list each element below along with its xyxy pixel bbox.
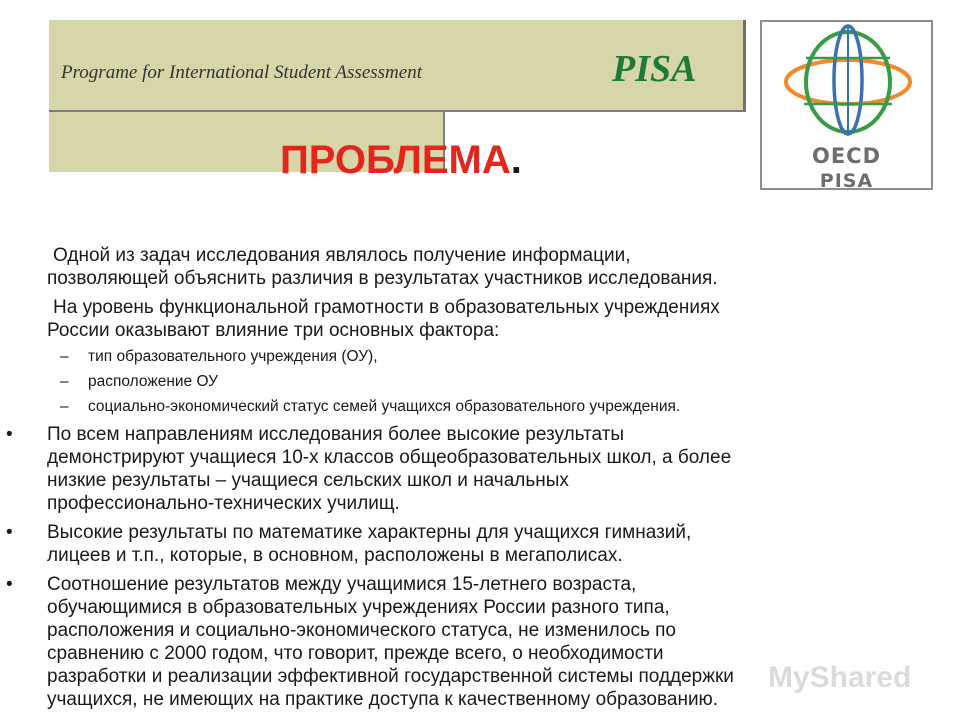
logo-pisa-text: PISA — [819, 170, 874, 192]
intro-1-line-1: Одной из задач исследования являлось получение информации, — [53, 245, 631, 266]
page-title — [280, 138, 522, 183]
pisa-acronym: PISA — [612, 48, 697, 90]
title-text: ПРОБЛЕМА — [280, 138, 511, 182]
bullet-marker: • — [6, 424, 13, 445]
logo-oecd-text: OECD — [811, 144, 882, 168]
program-name: Programe for International Student Assessment — [61, 62, 422, 83]
factor-text: тип образовательного учреждения (ОУ), — [88, 348, 378, 365]
factor-text: социально-экономический статус семей учащихся образовательного учреждения. — [88, 398, 681, 415]
title-dot: . — [510, 138, 522, 182]
bullet-marker: • — [6, 522, 13, 543]
factor-item — [60, 372, 218, 392]
factor-text: расположение ОУ — [88, 373, 219, 390]
intro-paragraph-2 — [47, 296, 927, 342]
bullet-text: По всем направлениям исследования более высокие результаты демонстрируют учащиеся 10-х классов общеобразовательных школ, а более низкие результаты – учащиеся сельских школ и начальных профессионально-технических училищ. — [47, 424, 732, 514]
factor-item — [60, 397, 680, 417]
intro-1-line-2: позволяющей объяснить различия в результатах участников исследования. — [47, 268, 718, 289]
dash-marker: – — [60, 398, 69, 415]
intro-2-line-2: России оказывают влияние три основных фактора: — [47, 320, 500, 341]
bullet-marker: • — [6, 574, 13, 595]
globe-icon — [762, 22, 931, 142]
bullet-text: Высокие результаты по математике характерны для учащихся гимназий, лицеев и т.п., которые, в основном, расположены в мегаполисах. — [47, 522, 692, 566]
intro-paragraph-1 — [47, 244, 927, 290]
factor-item — [60, 347, 378, 367]
oecd-pisa-logo — [760, 20, 933, 190]
bullet-text: Соотношение результатов между учащимися 15-летнего возраста, обучающимися в образовательных учреждениях России разного типа, расположения и социально-экономического статуса, не изменилось по сравнению с 2000 годом, что говорит, прежде всего, о необходимости разработки и реализации эффективной государственной системы поддержки учащихся, не имеющих на практике доступа к качественному образованию. — [47, 574, 734, 710]
watermark: MyShared — [768, 661, 912, 694]
dash-marker: – — [60, 373, 69, 390]
dash-marker: – — [60, 348, 69, 365]
intro-2-line-1: На уровень функциональной грамотности в образовательных учреждениях — [53, 297, 720, 318]
